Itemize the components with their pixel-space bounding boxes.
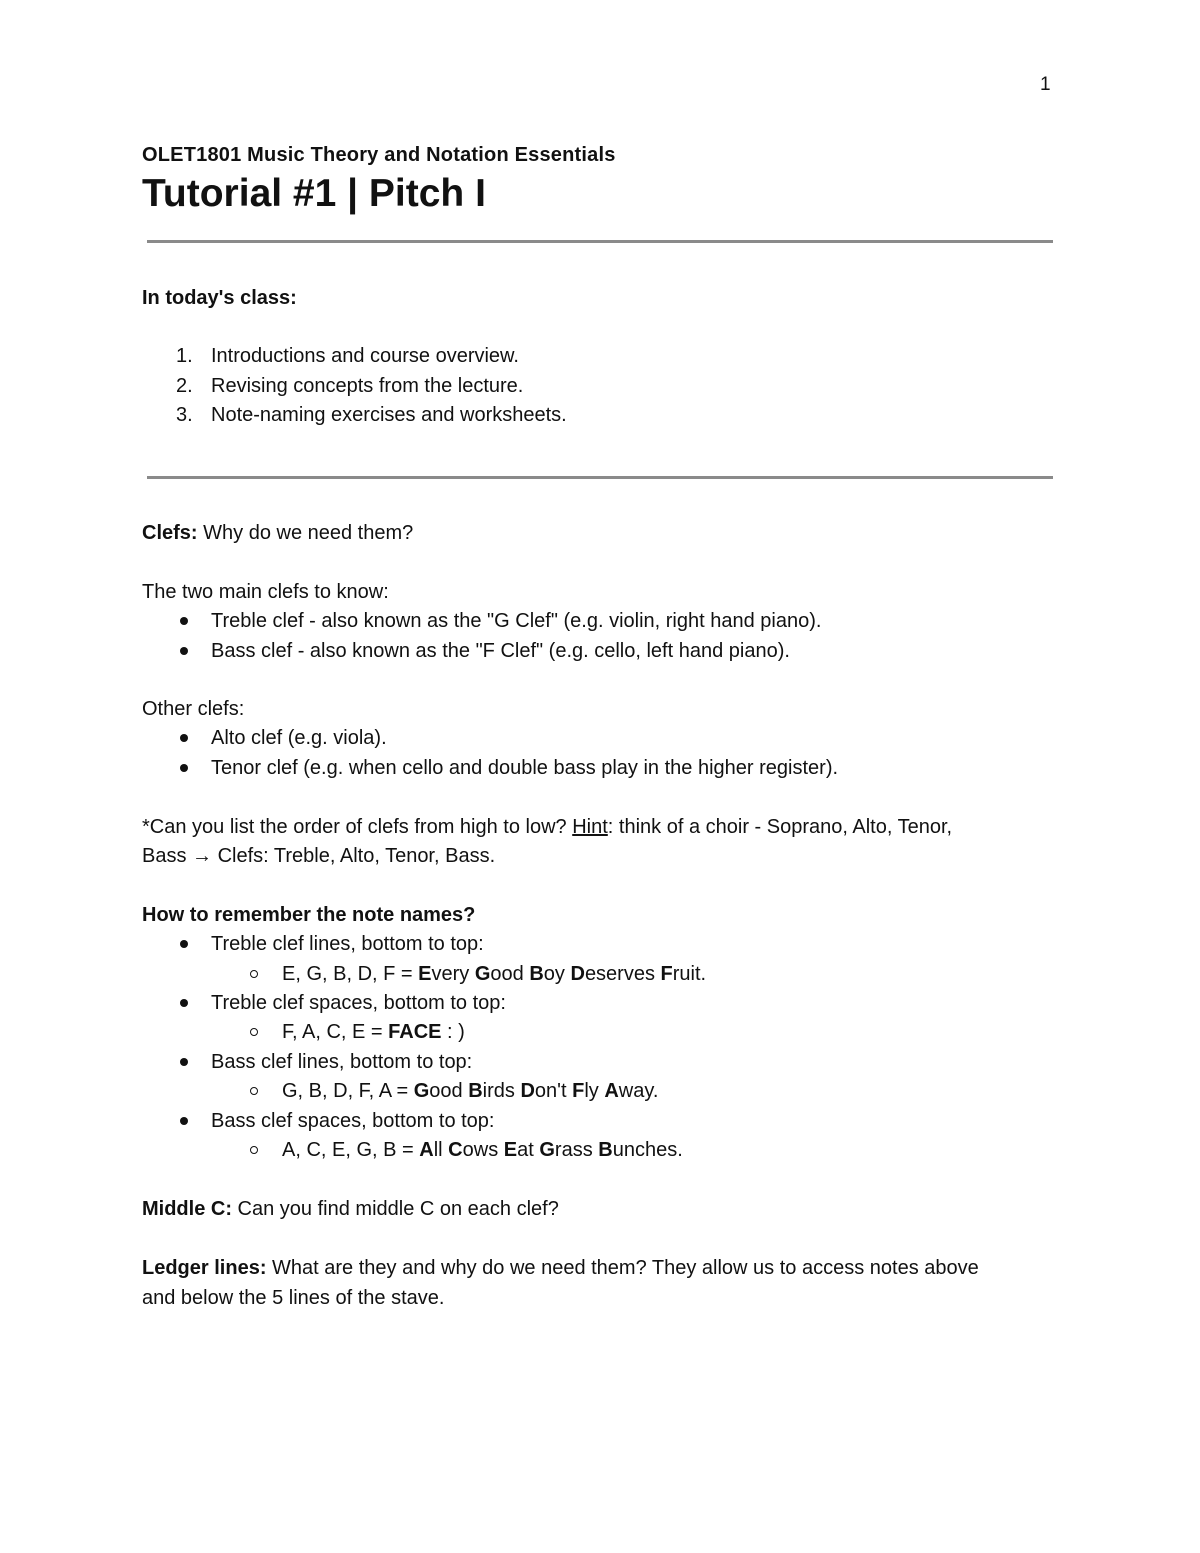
initial: G xyxy=(474,963,491,985)
initial: A xyxy=(419,1139,434,1161)
bullet-icon xyxy=(180,940,188,948)
clefs-question xyxy=(142,519,413,547)
word-rest: unches. xyxy=(612,1139,683,1161)
middle-c-label: Middle C: xyxy=(142,1198,232,1220)
middle-c-text: Can you find middle C on each clef? xyxy=(232,1198,559,1220)
word-rest: very xyxy=(431,963,475,985)
mnemonic xyxy=(282,1018,465,1046)
word-rest: ll xyxy=(433,1139,449,1161)
bullet-icon xyxy=(180,1058,188,1066)
initial: B xyxy=(529,963,544,985)
list-item: Introductions and course overview. xyxy=(211,345,519,367)
clef-order-answer: Bass → Clefs: Treble, Alto, Tenor, Bass. xyxy=(142,845,496,867)
list-item: Note-naming exercises and worksheets. xyxy=(211,404,567,426)
initial: FACE xyxy=(388,1021,442,1043)
initial: C xyxy=(448,1139,463,1161)
course-title: OLET1801 Music Theory and Notation Essentials xyxy=(142,144,616,166)
clefs-label: Clefs: xyxy=(142,522,198,544)
word-rest: ly xyxy=(584,1080,605,1102)
class-heading: In today's class: xyxy=(142,287,297,309)
initial: G xyxy=(539,1139,555,1161)
list-number: 2. xyxy=(176,375,193,397)
notes-heading: How to remember the note names? xyxy=(142,904,476,926)
ledger-text: What are they and why do we need them? They allow us to access notes above xyxy=(266,1257,979,1279)
word-rest: : ) xyxy=(441,1021,465,1043)
list-item: Treble clef spaces, bottom to top: xyxy=(211,992,506,1014)
sub-bullet-icon xyxy=(250,1028,258,1036)
word-rest: ood xyxy=(490,963,530,985)
page-number: 1 xyxy=(1040,74,1051,95)
clef-order-question xyxy=(142,813,952,841)
order-text: *Can you list the order of clefs from high to low? xyxy=(142,816,573,838)
initial: E xyxy=(418,963,432,985)
initial: G xyxy=(413,1080,430,1102)
list-item: Alto clef (e.g. viola). xyxy=(211,727,387,749)
mnemonic xyxy=(282,1077,658,1105)
middle-c xyxy=(142,1195,559,1223)
hint-label: Hint xyxy=(572,816,608,838)
word-rest: rass xyxy=(554,1139,599,1161)
word-rest: at xyxy=(517,1139,540,1161)
bullet-icon xyxy=(180,734,188,742)
word-rest: irds xyxy=(482,1080,521,1102)
sub-bullet-icon xyxy=(250,1087,258,1095)
list-item: Treble clef lines, bottom to top: xyxy=(211,933,484,955)
initial: D xyxy=(570,963,585,985)
list-number: 3. xyxy=(176,404,193,426)
list-item: Revising concepts from the lecture. xyxy=(211,375,524,397)
initial: D xyxy=(520,1080,535,1102)
list-item: Bass clef lines, bottom to top: xyxy=(211,1051,473,1073)
word-rest: ood xyxy=(429,1080,469,1102)
mnemonic xyxy=(282,960,706,988)
list-item: Tenor clef (e.g. when cello and double bass play in the higher register). xyxy=(211,757,839,779)
word-rest: ows xyxy=(462,1139,504,1161)
list-item: Bass clef - also known as the "F Clef" (e.g. cello, left hand piano). xyxy=(211,640,790,662)
sub-bullet-icon xyxy=(250,970,258,978)
initial: E xyxy=(503,1139,518,1161)
bullet-icon xyxy=(180,764,188,772)
bullet-icon xyxy=(180,647,188,655)
word-rest: eserves xyxy=(584,963,661,985)
hint-text: : think of a choir - Soprano, Alto, Tenor, xyxy=(607,816,953,838)
ledger-lines-cont: and below the 5 lines of the stave. xyxy=(142,1287,445,1309)
bullet-icon xyxy=(180,999,188,1007)
ledger-lines xyxy=(142,1254,979,1282)
initial: B xyxy=(468,1080,483,1102)
note-letters: G, B, D, F, A = xyxy=(282,1080,414,1102)
clefs-question-text: Why do we need them? xyxy=(197,522,414,544)
list-item: Bass clef spaces, bottom to top: xyxy=(211,1110,495,1132)
main-clefs-intro: The two main clefs to know: xyxy=(142,581,389,603)
note-letters: A, C, E, G, B = xyxy=(282,1139,420,1161)
word-rest: on't xyxy=(534,1080,573,1102)
bullet-icon xyxy=(180,617,188,625)
sub-bullet-icon xyxy=(250,1146,258,1154)
mnemonic xyxy=(282,1136,683,1164)
initial: F xyxy=(572,1080,585,1102)
bullet-icon xyxy=(180,1117,188,1125)
other-clefs-intro: Other clefs: xyxy=(142,698,245,720)
word-rest: way. xyxy=(618,1080,659,1102)
initial: B xyxy=(598,1139,613,1161)
note-letters: F, A, C, E = xyxy=(282,1021,389,1043)
list-item: Treble clef - also known as the "G Clef" (e.g. violin, right hand piano). xyxy=(211,610,822,632)
list-number: 1. xyxy=(176,345,193,367)
initial: F xyxy=(660,963,673,985)
divider xyxy=(147,476,1053,479)
word-rest: ruit. xyxy=(672,963,707,985)
ledger-label: Ledger lines: xyxy=(142,1257,267,1279)
divider xyxy=(147,240,1053,243)
note-letters: E, G, B, D, F = xyxy=(282,963,419,985)
word-rest: oy xyxy=(543,963,571,985)
page-title: Tutorial #1 | Pitch I xyxy=(142,172,486,215)
initial: A xyxy=(604,1080,619,1102)
